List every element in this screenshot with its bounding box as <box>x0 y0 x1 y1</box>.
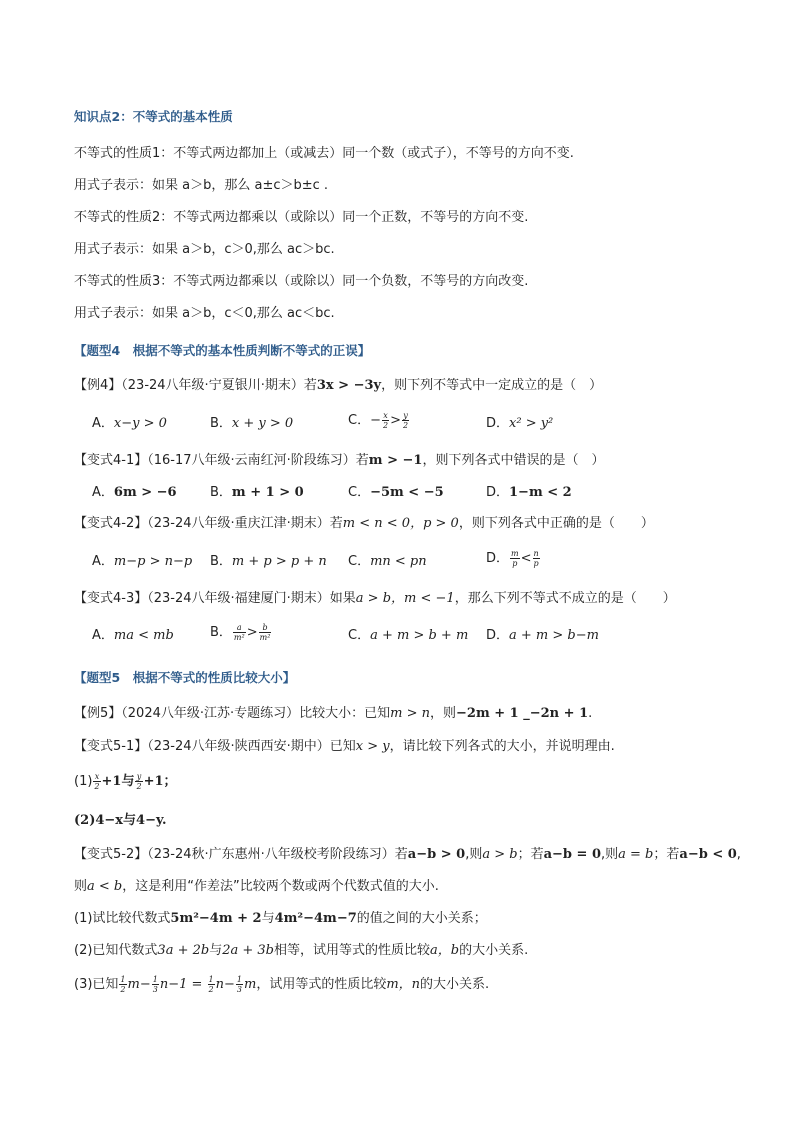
math: a = b <box>618 847 654 862</box>
variant-5-2-line2 <box>74 878 439 896</box>
fraction <box>233 623 246 642</box>
text: ，则下列不等式中一定成立的是（ ） <box>381 378 603 393</box>
tag: 【变式4-3】 <box>74 591 148 606</box>
label: C． <box>348 413 371 428</box>
text: 若 <box>394 847 408 862</box>
variant-4-2-stem <box>74 515 654 533</box>
label: D． <box>486 628 510 643</box>
den: 2 <box>120 985 126 994</box>
den: m² <box>233 633 245 642</box>
v41-option-a[interactable] <box>92 484 177 502</box>
label: A． <box>92 416 114 431</box>
math: 3x > −3y <box>316 378 382 393</box>
text: (1)试比较代数式 <box>74 911 171 926</box>
label: A． <box>92 628 114 643</box>
math: −2m + 1 _−2n + 1 <box>456 706 589 721</box>
variant-5-1-q1 <box>74 772 177 791</box>
tag: 【例4】 <box>74 378 122 393</box>
text: 的大小关系. <box>420 977 490 992</box>
v42-option-c[interactable] <box>348 553 427 571</box>
property-1-expr: 用式子表示：如果 a＞b，那么 a±c＞b±c . <box>74 178 329 193</box>
num: y <box>403 411 408 420</box>
source: （23-24秋·广东惠州·八年级校考阶段练习） <box>147 847 395 862</box>
math: n− <box>215 977 235 992</box>
fraction <box>402 411 409 430</box>
v43-option-c[interactable] <box>348 627 468 645</box>
num: 1 <box>236 975 242 984</box>
text: (2)已知代数式 <box>74 943 158 958</box>
tag: 【变式4-1】 <box>74 453 148 468</box>
tag: 【变式5-1】 <box>74 739 148 754</box>
variant-4-3-stem <box>74 590 676 608</box>
math: < <box>520 551 532 566</box>
variant-5-2-q3 <box>74 975 489 994</box>
math: a + m > b−m <box>509 628 599 643</box>
math: m，n <box>386 977 421 992</box>
math: − <box>370 413 381 428</box>
property-3: 不等式的性质3：不等式两边都乘以（或除以）同一个负数，不等号的方向改变. <box>74 274 529 289</box>
math: a，b <box>430 943 460 958</box>
fraction <box>510 549 520 568</box>
math: +1； <box>143 774 177 789</box>
math: 5m²−4m + 2 <box>170 911 262 926</box>
text: 与 <box>261 911 275 926</box>
den: 3 <box>236 985 242 994</box>
fraction <box>135 772 142 791</box>
text: ；若 <box>653 847 680 862</box>
den: 2 <box>402 421 409 430</box>
text: 若 <box>329 516 343 531</box>
den: p <box>510 558 520 568</box>
math: > <box>390 413 401 428</box>
variant-5-1-q2 <box>74 812 167 830</box>
num: m <box>511 549 519 558</box>
v43-option-d[interactable] <box>486 627 599 645</box>
fraction <box>208 975 215 994</box>
den: 2 <box>382 421 389 430</box>
math: a < b <box>87 879 123 894</box>
text: (3)已知 <box>74 977 119 992</box>
math: m < n < 0，p > 0 <box>342 516 459 531</box>
text: 则 <box>74 879 88 894</box>
variant-4-1-stem <box>74 452 604 470</box>
math: (2)4−x与4−y. <box>74 813 167 828</box>
text: 如果 <box>329 591 356 606</box>
v42-option-d[interactable] <box>486 549 541 568</box>
math: mn < pn <box>370 554 427 569</box>
math: 2a + 3b <box>222 943 274 958</box>
math: m > n <box>390 706 431 721</box>
source: （16-17八年级·云南红河·阶段练习） <box>147 453 356 468</box>
den: 3 <box>152 985 158 994</box>
tag: 【变式4-2】 <box>74 516 148 531</box>
label: B． <box>210 554 232 569</box>
v41-option-c[interactable] <box>348 484 444 502</box>
property-2-expr: 用式子表示：如果 a＞b，c＞0,那么 ac＞bc. <box>74 242 335 257</box>
math: m > −1 <box>368 453 423 468</box>
den: 2 <box>94 782 100 791</box>
text: ,则 <box>601 847 619 862</box>
fraction <box>382 411 389 430</box>
den: 2 <box>136 782 142 791</box>
text: ，则 <box>430 706 457 721</box>
variant-5-2-q2 <box>74 942 528 960</box>
text: ，那么下列不等式不成立的是（ ） <box>454 591 676 606</box>
type4-heading: 【题型4 根据不等式的基本性质判断不等式的正误】 <box>74 343 371 358</box>
math: 1−m < 2 <box>509 485 572 500</box>
math: x² > y² <box>509 416 554 431</box>
math: a−b < 0 <box>679 847 737 862</box>
label: C． <box>348 554 371 569</box>
v41-option-b[interactable] <box>210 484 304 502</box>
math: n−1 = <box>159 977 207 992</box>
fraction <box>93 772 100 791</box>
num: x <box>94 772 100 781</box>
fraction <box>236 975 243 994</box>
text: 相等，试用等式的性质比较 <box>274 943 431 958</box>
text: ，请比较下列各式的大小，并说明理由. <box>389 739 615 754</box>
label: (1) <box>74 774 93 789</box>
den: m² <box>259 633 271 642</box>
num: x <box>383 411 388 420</box>
text: 的大小关系. <box>459 943 529 958</box>
math: x + y > 0 <box>231 416 294 431</box>
math: x−y > 0 <box>113 416 167 431</box>
variant-5-1-stem <box>74 738 615 756</box>
text: ；若 <box>517 847 544 862</box>
example-4-stem <box>74 377 602 395</box>
source: （23-24八年级·宁夏银川·期末） <box>121 378 304 393</box>
text: 若 <box>303 378 317 393</box>
fraction <box>119 975 126 994</box>
math: m−p > n−p <box>113 554 193 569</box>
label: C． <box>348 485 371 500</box>
ex4-option-a[interactable] <box>92 415 167 433</box>
tag: 【变式5-2】 <box>74 847 148 862</box>
math: a−b = 0 <box>543 847 601 862</box>
text: 比较大小：已知 <box>299 706 391 721</box>
num: a <box>236 623 242 632</box>
fraction <box>259 623 272 642</box>
label: A． <box>92 485 114 500</box>
label: B． <box>210 485 232 500</box>
math: −5m < −5 <box>370 485 444 500</box>
num: 1 <box>152 975 158 984</box>
knowledge-heading: 知识点2：不等式的基本性质 <box>74 109 233 124</box>
text: 的值之间的大小关系； <box>356 911 487 926</box>
math: a−b > 0 <box>407 847 466 862</box>
text: 若 <box>355 453 369 468</box>
property-1: 不等式的性质1：不等式两边都加上（或减去）同一个数（或式子），不等号的方向不变. <box>74 146 574 161</box>
text: ，这是利用“作差法”比较两个数或两个代数式值的大小. <box>122 879 439 894</box>
ex4-option-c[interactable] <box>348 411 410 430</box>
num: 1 <box>120 975 126 984</box>
math: > <box>246 625 258 640</box>
num: b <box>262 623 268 632</box>
math: m <box>244 977 257 992</box>
v43-option-b[interactable] <box>210 623 272 642</box>
property-2: 不等式的性质2：不等式两边都乘以（或除以）同一个正数，不等号的方向不变. <box>74 210 529 225</box>
math: 3a + 2b <box>157 943 210 958</box>
ex4-option-b[interactable] <box>210 415 293 433</box>
num: y <box>136 772 142 781</box>
source: （23-24八年级·重庆江津·期末） <box>147 516 330 531</box>
example-5-stem <box>74 705 592 723</box>
text: ，试用等式的性质比较 <box>256 977 387 992</box>
label: D． <box>486 485 510 500</box>
text: ，则下列各式中错误的是（ ） <box>422 453 605 468</box>
fraction <box>152 975 159 994</box>
math: a + m > b + m <box>370 628 469 643</box>
math: m− <box>127 977 151 992</box>
math: m + 1 > 0 <box>231 485 304 500</box>
math: +1与 <box>101 774 135 789</box>
source: （23-24八年级·陕西西安·期中） <box>147 739 330 754</box>
label: A． <box>92 554 114 569</box>
variant-5-2-q1 <box>74 910 487 928</box>
label: B． <box>210 416 232 431</box>
text: ,则 <box>465 847 483 862</box>
text: . <box>588 706 593 721</box>
variant-5-2-line1 <box>74 846 741 864</box>
source: （2024八年级·江苏·专题练习） <box>121 706 300 721</box>
label: B． <box>210 625 232 640</box>
label: D． <box>486 416 510 431</box>
source: （23-24八年级·福建厦门·期末） <box>147 591 330 606</box>
math: 4m²−4m−7 <box>274 911 357 926</box>
math: x > y <box>355 739 390 754</box>
den: p <box>533 559 539 568</box>
text: ，则下列各式中正确的是（ ） <box>458 516 654 531</box>
ex4-option-d[interactable] <box>486 415 553 433</box>
math: 6m > −6 <box>113 485 177 500</box>
math: a > b <box>482 847 518 862</box>
math: m + p > p + n <box>231 554 327 569</box>
den: 2 <box>208 985 214 994</box>
num: 1 <box>208 975 214 984</box>
fraction <box>533 549 540 568</box>
text: , <box>736 847 741 862</box>
type5-heading: 【题型5 根据不等式的性质比较大小】 <box>74 670 296 685</box>
v42-option-a[interactable] <box>92 553 192 571</box>
label: D． <box>486 551 510 566</box>
math: ma < mb <box>113 628 174 643</box>
text: 与 <box>209 943 223 958</box>
text: 已知 <box>329 739 356 754</box>
v41-option-d[interactable] <box>486 484 572 502</box>
num: n <box>533 549 539 558</box>
tag: 【例5】 <box>74 706 122 721</box>
v42-option-b[interactable] <box>210 553 327 571</box>
label: C． <box>348 628 371 643</box>
math: a > b，m < −1 <box>355 591 455 606</box>
v43-option-a[interactable] <box>92 627 174 645</box>
property-3-expr: 用式子表示：如果 a＞b，c＜0,那么 ac＜bc. <box>74 306 335 321</box>
